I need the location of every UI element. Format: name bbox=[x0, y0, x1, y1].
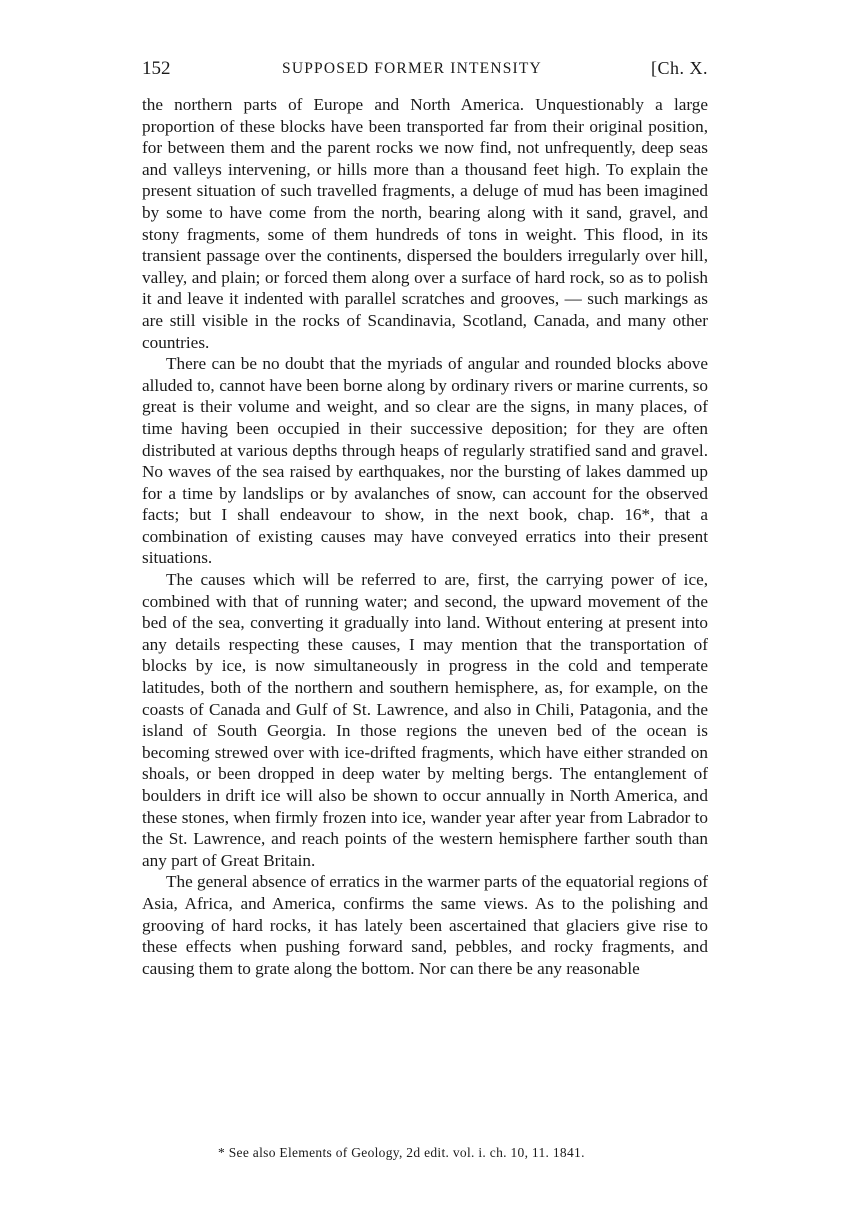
running-title: SUPPOSED FORMER INTENSITY bbox=[282, 60, 542, 77]
book-page bbox=[142, 58, 708, 979]
paragraph-4: The general absence of erratics in the warmer parts of the equatorial regions of Asia, Africa, and America, confirms the same views. As to the polishing and grooving of hard rocks, it has lately been ascertained that glaciers give rise to these effects when pushing forward sand, pebbles, and rocky fragments, and causing them to grate along the bottom. Nor can there be any reasonable bbox=[142, 872, 708, 978]
footnote: * See also Elements of Geology, 2d edit. vol. i. ch. 10, 11. 1841. bbox=[218, 1145, 585, 1160]
page-number: 152 bbox=[142, 58, 171, 79]
paragraph-2: There can be no doubt that the myriads of angular and rounded blocks above alluded to, cannot have been borne along by ordinary rivers or marine currents, so great is their volume and weight, and so clear are the signs, in many places, of time having been occupied in their successive deposition; for they are often distributed at various depths through heaps of regularly stratified sand and gravel. No waves of the sea raised by earthquakes, nor the bursting of lakes dammed up for a time by landslips or by avalanches of snow, can account for the observed facts; but I shall endeavour to show, in the next book, chap. 16*, that a combination of existing causes may have conveyed erratics into their present situations. bbox=[142, 354, 708, 568]
paragraph-3: The causes which will be referred to are, first, the carrying power of ice, combined with that of running water; and second, the upward movement of the bed of the sea, converting it gradually into land. Without entering at present into any details respecting these causes, I may mention that the transportation of blocks by ice, is now simultaneously in progress in the cold and temperate latitudes, both of the northern and southern hemisphere, as, for example, on the coasts of Canada and Gulf of St. Lawrence, and also in Chili, Patagonia, and the island of South Georgia. In those regions the uneven bed of the ocean is becoming strewed over with ice-drifted fragments, which have either stranded on shoals, or been dropped in deep water by melting bergs. The entanglement of boulders in drift ice will also be shown to occur annually in North America, and these stones, when firmly frozen into ice, wander year after year from Labrador to the St. Lawrence, and reach points of the western hemisphere farther south than any part of Great Britain. bbox=[142, 570, 708, 870]
chapter-reference: [Ch. X. bbox=[651, 58, 708, 78]
running-head bbox=[142, 58, 708, 94]
body-text bbox=[142, 94, 708, 979]
paragraph-1: the northern parts of Europe and North America. Unquestionably a large proportion of these blocks have been transported far from their original position, for between them and the parent rocks we now find, not unfrequently, deep seas and valleys intervening, or hills more than a thousand feet high. To explain the present situation of such travelled fragments, a deluge of mud has been imagined by some to have come from the north, bearing along with it sand, gravel, and stony fragments, some of them hundreds of tons in weight. This flood, in its transient passage over the continents, dispersed the boulders irregularly over hill, valley, and plain; or forced them along over a surface of hard rock, so as to polish it and leave it indented with parallel scratches and grooves, — such markings as are still visible in the rocks of Scandinavia, Scotland, Canada, and many other countries. bbox=[142, 95, 708, 352]
